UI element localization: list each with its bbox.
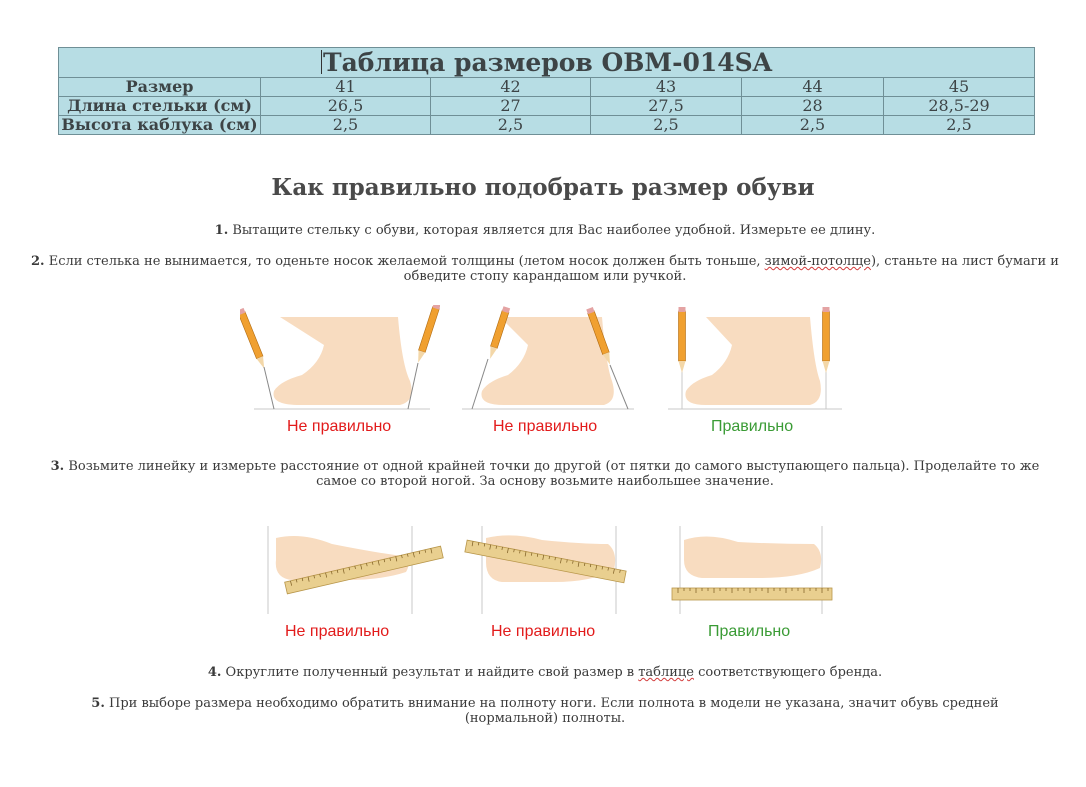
- foot-icon: [684, 536, 821, 578]
- pencil-caption-2: Не правильно: [493, 418, 598, 435]
- ruler-figure-3: [668, 522, 838, 618]
- table-cell: 27: [431, 97, 591, 116]
- step-number: 5.: [91, 696, 105, 711]
- step-text: При выборе размера необходимо обратить внимание на полноту ноги. Если полнота в модели не указана, значит обувь средней (нормальной) полноты.: [104, 696, 999, 726]
- ruler-caption-1: Не правильно: [285, 623, 390, 640]
- step-2: [30, 254, 1060, 284]
- step-text: Округлите полученный результат и найдите свой размер в: [221, 665, 639, 680]
- pencil-icon: [415, 305, 440, 364]
- step-text: Если стелька не вынимается, то оденьте носок желаемой толщины (летом носок должен быть тоньше,: [44, 254, 765, 269]
- step-number: 4.: [207, 665, 222, 680]
- pencil-icon: [487, 306, 510, 360]
- ruler-icon: [672, 588, 832, 600]
- table-cell: 43: [591, 78, 742, 97]
- table-cell: 27,5: [591, 97, 742, 116]
- ruler-caption-3: Правильно: [708, 623, 791, 640]
- table-cell: 26,5: [261, 97, 431, 116]
- ruler-caption-2: Не правильно: [491, 623, 596, 640]
- pencil-caption-3: Правильно: [711, 418, 794, 435]
- table-cell: 2,5: [591, 116, 742, 135]
- table-cell: 45: [884, 78, 1035, 97]
- foot-icon: [274, 317, 412, 405]
- spellcheck-word[interactable]: зимой-потолще: [764, 254, 871, 269]
- pencil-icon: [679, 307, 686, 373]
- text-cursor: [321, 50, 322, 74]
- pencil-figure-1: [240, 305, 440, 415]
- table-cell: 2,5: [431, 116, 591, 135]
- table-model: OBM-014SA: [601, 48, 773, 77]
- table-row-size: [59, 78, 1035, 97]
- ruler-figure-1: [262, 522, 447, 618]
- table-cell: 2,5: [742, 116, 884, 135]
- row-label-insole-length: Длина стельки (см): [59, 97, 261, 116]
- step-4: [30, 665, 1060, 680]
- step-number: 1.: [214, 223, 229, 238]
- row-label-heel-height: Высота каблука (см): [59, 116, 261, 135]
- step-text: соответствующего бренда.: [693, 665, 883, 680]
- table-cell: 2,5: [884, 116, 1035, 135]
- pencil-icon: [823, 307, 830, 373]
- step-3: [30, 459, 1060, 489]
- table-cell: 28: [742, 97, 884, 116]
- table-cell: 41: [261, 78, 431, 97]
- row-label-size: Размер: [59, 78, 261, 97]
- step-5: [60, 696, 1030, 726]
- pencil-figure-2: [458, 305, 638, 415]
- table-cell: 28,5-29: [884, 97, 1035, 116]
- table-cell: 42: [431, 78, 591, 97]
- table-title-prefix: Таблица размеров: [322, 48, 602, 77]
- table-row-insole-length: [59, 97, 1035, 116]
- guide-heading: Как правильно подобрать размер обуви: [271, 174, 815, 201]
- spellcheck-word[interactable]: таблице: [638, 665, 694, 680]
- ruler-figure-2: [462, 522, 630, 618]
- table-title[interactable]: [59, 48, 1035, 78]
- step-1: [30, 223, 1060, 238]
- step-text: Возьмите линейку и измерьте расстояние от одной крайней точки до другой (от пятки до самого выступающего пальца). Проделайте то же самое со второй ногой. За основу возьмите наибольшее значение.: [64, 459, 1040, 489]
- step-number: 2.: [31, 254, 45, 269]
- table-row-heel-height: [59, 116, 1035, 135]
- table-cell: 44: [742, 78, 884, 97]
- table-cell: 2,5: [261, 116, 431, 135]
- step-number: 3.: [50, 459, 65, 474]
- pencil-icon: [240, 308, 267, 370]
- step-text: Вытащите стельку с обуви, которая является для Вас наиболее удобной. Измерьте ее длину.: [228, 223, 876, 238]
- foot-icon: [685, 317, 820, 405]
- pencil-figure-3: [664, 305, 844, 415]
- step-text: ), станьте на лист бумаги и обведите стопу карандашом или ручкой.: [403, 254, 1059, 284]
- pencil-caption-1: Не правильно: [287, 418, 392, 435]
- size-table: [58, 47, 1035, 135]
